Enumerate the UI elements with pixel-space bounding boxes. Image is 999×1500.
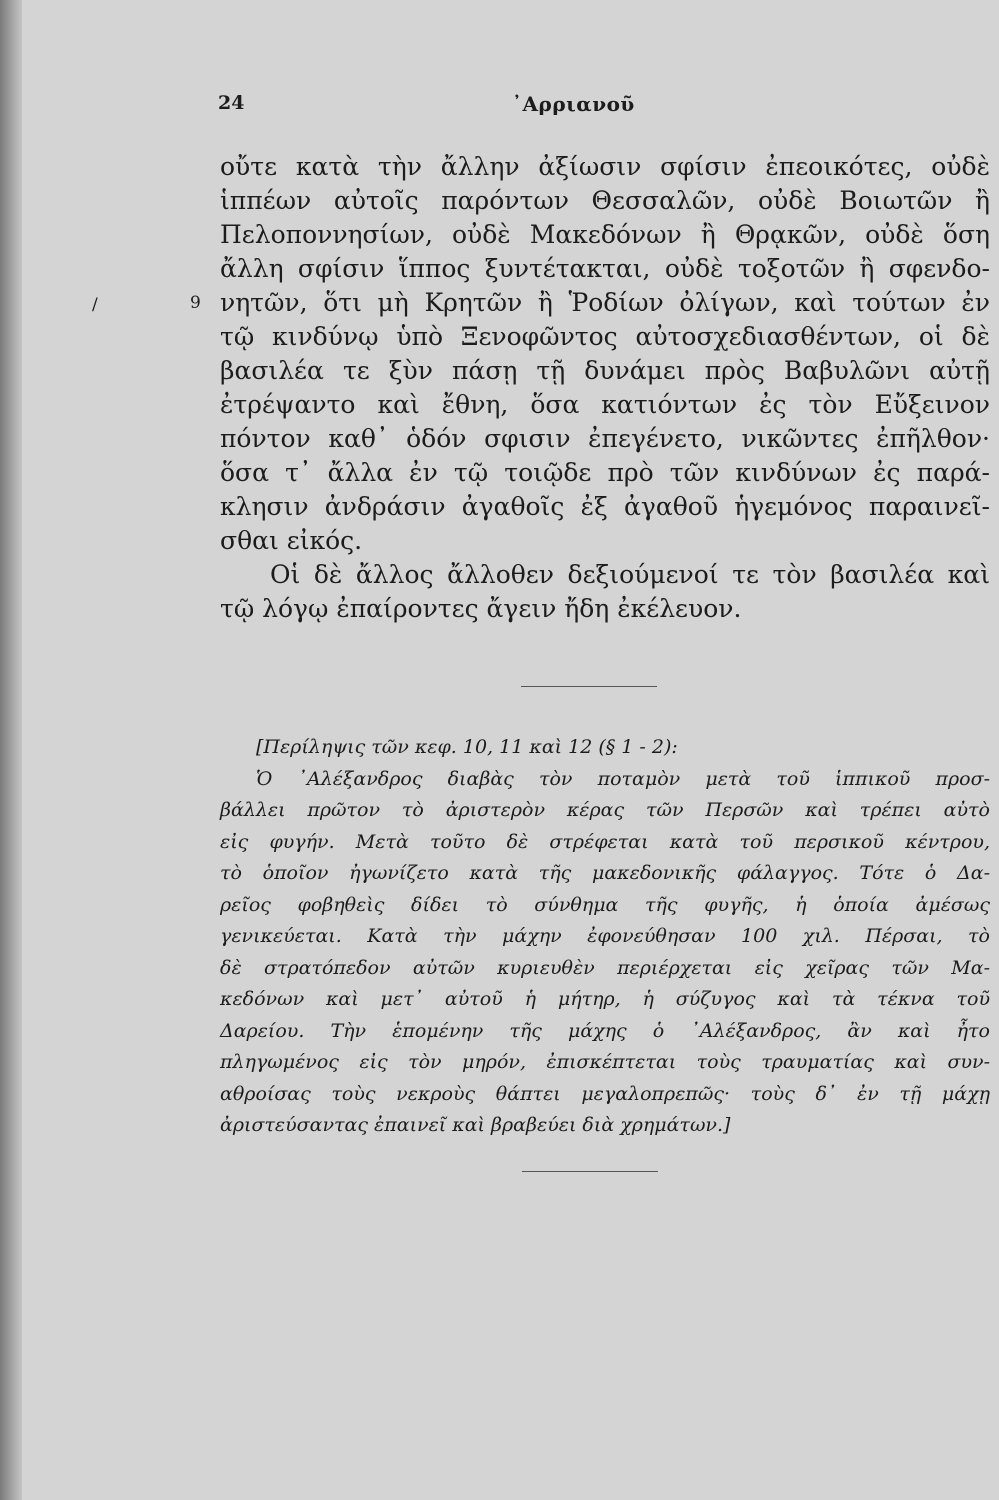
section-divider (522, 1171, 658, 1172)
page-header (22, 92, 999, 122)
summary-line: εἰς φυγήν. Μετὰ τοῦτο δὲ στρέφεται κατὰ τοῦ περσικοῦ κέντρου, (220, 830, 990, 853)
main-text (220, 150, 990, 626)
text-line: οὔτε κατὰ τὴν ἄλλην ἀξίωσιν σφίσιν ἐπεοικότες, οὐδὲ (220, 152, 990, 181)
summary-line: Δαρείου. Τὴν ἑπομένην τῆς μάχης ὁ ᾿Αλέξανδρος, ἂν καὶ ἦτο (220, 1019, 990, 1042)
text-line: Πελοποννησίων, οὐδὲ Μακεδόνων ἢ Θρᾳκῶν, οὐδὲ ὅση (220, 220, 990, 249)
summary-line: βάλλει πρῶτον τὸ ἀριστερὸν κέρας τῶν Περσῶν καὶ τρέπει αὐτὸ (220, 799, 990, 821)
summary-line: αθροίσας τοὺς νεκροὺς θάπτει μεγαλοπρεπῶς· τοὺς δ᾽ ἐν τῇ μάχῃ (220, 1082, 990, 1105)
text-line: σθαι εἰκός. (220, 526, 363, 555)
text-line: βασιλέα τε ξὺν πάσῃ τῇ δυνάμει πρὸς Βαβυλῶνι αὐτῇ (220, 356, 990, 385)
paragraph-start-line: Οἱ δὲ ἄλλος ἄλλοθεν δεξιούμενοί τε τὸν βασιλέα καὶ (270, 560, 990, 589)
book-page (22, 0, 999, 1500)
summary-block (220, 732, 990, 1142)
section-divider (521, 686, 657, 687)
text-line: ὅσα τ᾽ ἄλλα ἐν τῷ τοιῷδε πρὸ τῶν κινδύνων ἐς παρά- (220, 458, 990, 487)
text-line: πόντον καθ᾽ ὁδόν σφισιν ἐπεγένετο, νικῶντες ἐπῆλθον· (220, 424, 990, 453)
margin-mark: / (92, 295, 98, 315)
page-left-edge (0, 0, 22, 1500)
text-line: τῷ λόγῳ ἐπαίροντες ἄγειν ἤδη ἐκέλευον. (220, 594, 742, 623)
summary-line: δὲ στρατόπεδον αὐτῶν κυριευθὲν περιέρχεται εἰς χεῖρας τῶν Μα- (220, 956, 990, 979)
text-line: ἐτρέψαντο καὶ ἔθνη, ὅσα κατιόντων ἐς τὸν Εὔξεινον (220, 390, 990, 419)
summary-line: κεδόνων καὶ μετ᾽ αὐτοῦ ἡ μήτηρ, ἡ σύζυγος καὶ τὰ τέκνα τοῦ (220, 988, 990, 1010)
summary-line: τὸ ὁποῖον ἠγωνίζετο κατὰ τῆς μακεδονικῆς φάλαγγος. Τότε ὁ Δα- (220, 862, 990, 884)
summary-heading: [Περίληψις τῶν κεφ. 10, 11 καὶ 12 (§ 1 - 2): (256, 736, 678, 758)
summary-line: πληγωμένος εἰς τὸν μηρόν, ἐπισκέπτεται τοὺς τραυματίας καὶ συν- (220, 1051, 990, 1073)
running-title: ᾿Αρριανοῦ (512, 92, 635, 116)
summary-line: γενικεύεται. Κατὰ τὴν μάχην ἐφονεύθησαν 100 χιλ. Πέρσαι, τὸ (220, 925, 990, 947)
summary-line: ρεῖος φοβηθεὶς δίδει τὸ σύνθημα τῆς φυγῆς, ἡ ὁποία ἀμέσως (220, 893, 990, 916)
section-number: 9 (190, 293, 201, 313)
text-line: νητῶν, ὅτι μὴ Κρητῶν ἢ Ῥοδίων ὀλίγων, καὶ τούτων ἐν (220, 288, 990, 317)
text-line: τῷ κινδύνῳ ὑπὸ Ξενοφῶντος αὐτοσχεδιασθέντων, οἱ δὲ (220, 322, 990, 351)
text-line: ἄλλη σφίσιν ἵππος ξυντέτακται, οὐδὲ τοξοτῶν ἢ σφενδο- (220, 254, 990, 283)
summary-line: Ὁ ᾿Αλέξανδρος διαβὰς τὸν ποταμὸν μετὰ τοῦ ἱππικοῦ προσ- (256, 767, 990, 790)
text-line: κλησιν ἀνδράσιν ἀγαθοῖς ἐξ ἀγαθοῦ ἡγεμόνος παραινεῖ- (220, 492, 990, 521)
text-line: ἱππέων αὐτοῖς παρόντων Θεσσαλῶν, οὐδὲ Βοιωτῶν ἢ (220, 186, 990, 215)
page-number: 24 (218, 92, 245, 114)
summary-line: ἀριστεύσαντας ἐπαινεῖ καὶ βραβεύει διὰ χρημάτων.] (220, 1114, 731, 1136)
